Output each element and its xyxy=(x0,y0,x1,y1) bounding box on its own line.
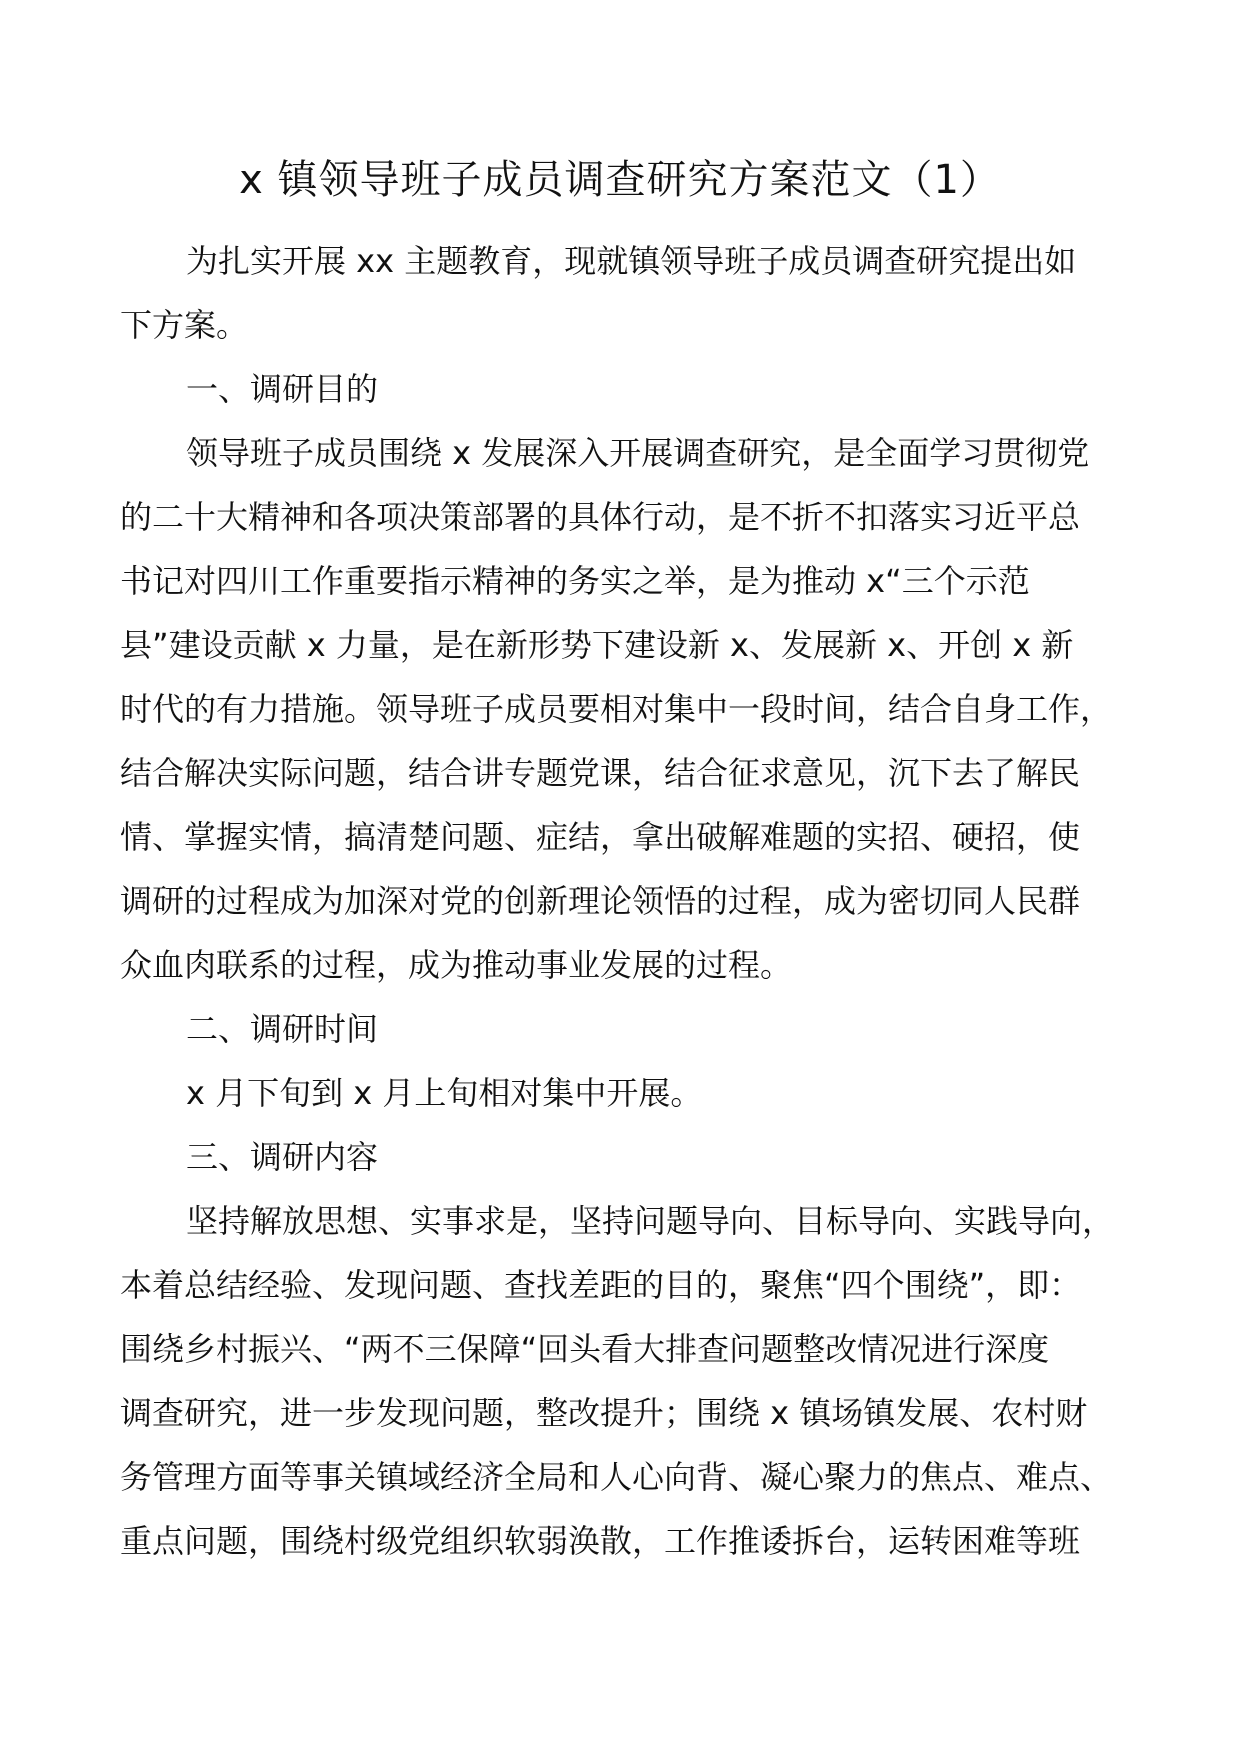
text-line: 为扎实开展 xx 主题教育，现就镇领导班子成员调查研究提出如 xyxy=(186,242,1077,280)
text-line: 二、调研时间 xyxy=(186,1010,379,1048)
text-line: 本着总结经验、发现问题、查找差距的目的，聚焦“四个围绕”，即： xyxy=(120,1266,1082,1304)
text-line: 众血肉联系的过程，成为推动事业发展的过程。 xyxy=(120,946,793,984)
text-line: 领导班子成员围绕 x 发展深入开展调查研究，是全面学习贯彻党 xyxy=(186,434,1090,472)
text-line: 的二十大精神和各项决策部署的具体行动，是不折不扣落实习近平总 xyxy=(120,498,1081,536)
text-line: 调查研究，进一步发现问题，整改提升；围绕 x 镇场镇发展、农村财 xyxy=(120,1394,1088,1432)
document-body xyxy=(120,229,1140,1573)
text-line: 围绕乡村振兴、“两不三保障“回头看大排查问题整改情况进行深度 xyxy=(120,1330,1050,1368)
text-line: 县”建设贡献 x 力量，是在新形势下建设新 x、发展新 x、开创 x 新 xyxy=(120,626,1074,664)
text-line: 一、调研目的 xyxy=(186,370,379,408)
text-line: 调研的过程成为加深对党的创新理论领悟的过程，成为密切同人民群 xyxy=(120,882,1081,920)
text-line: 书记对四川工作重要指示精神的务实之举，是为推动 x“三个示范 xyxy=(120,562,1030,600)
text-line: 结合解决实际问题，结合讲专题党课，结合征求意见，沉下去了解民 xyxy=(120,754,1081,792)
text-line: 坚持解放思想、实事求是，坚持问题导向、目标导向、实践导向， xyxy=(186,1202,1115,1240)
text-line: x 月下旬到 x 月上旬相对集中开展。 xyxy=(186,1074,703,1112)
document-title: x 镇领导班子成员调查研究方案范文（1） xyxy=(239,157,1001,203)
text-line: 时代的有力措施。领导班子成员要相对集中一段时间，结合自身工作， xyxy=(120,690,1113,728)
text-line: 情、掌握实情，搞清楚问题、症结，拿出破解难题的实招、硬招，使 xyxy=(120,818,1081,856)
text-line: 重点问题，围绕村级党组织软弱涣散，工作推诿拆台，运转困难等班 xyxy=(120,1522,1081,1560)
text-line: 务管理方面等事关镇域经济全局和人心向背、凝心聚力的焦点、难点、 xyxy=(120,1458,1113,1496)
text-line: 三、调研内容 xyxy=(186,1138,379,1176)
text-line: 下方案。 xyxy=(120,306,249,344)
